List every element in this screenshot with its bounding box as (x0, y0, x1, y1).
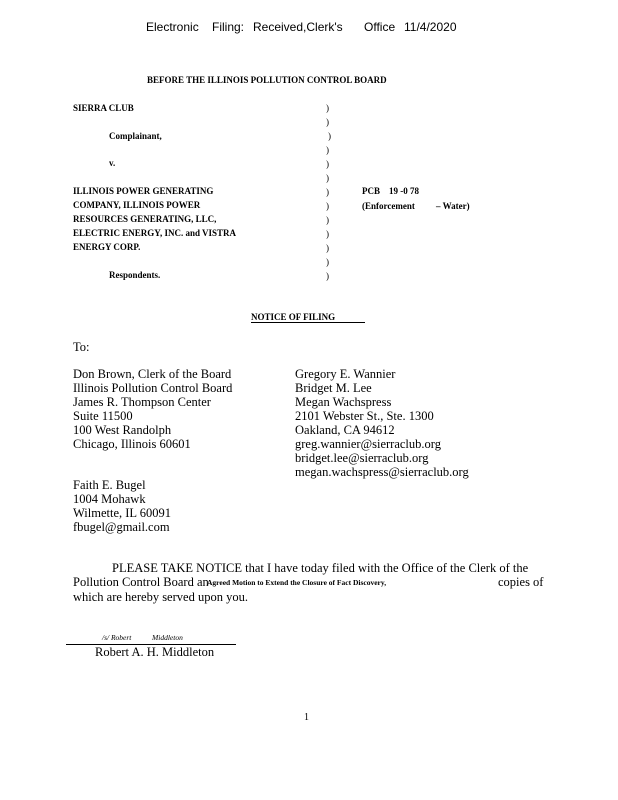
signer-name: Robert A. H. Middleton (95, 645, 215, 659)
recipient-line: Oakland, CA 94612 (295, 423, 395, 437)
caption-paren: ) (326, 117, 329, 127)
filing-header-office: Office (364, 20, 396, 34)
respondent-line-2: COMPANY, ILLINOIS POWER (73, 200, 201, 210)
recipient-line: 100 West Randolph (73, 423, 172, 437)
recipient-clerk (73, 367, 232, 451)
caption-paren: ) (326, 173, 329, 183)
filing-header-filing: Filing: (212, 20, 245, 34)
recipient-email[interactable]: megan.wachspress@sierraclub.org (295, 465, 469, 479)
recipient-line: Don Brown, Clerk of the Board (73, 367, 232, 381)
electronic-signature: /s/ Robert (102, 633, 132, 642)
notice-body-line2-start: Pollution Control Board an (73, 575, 209, 589)
motion-title: Agreed Motion to Extend the Closure of Fact Discovery, (207, 578, 387, 587)
court-title: BEFORE THE ILLINOIS POLLUTION CONTROL BOARD (147, 75, 387, 85)
notice-body-line3: which are hereby served upon you. (73, 590, 248, 604)
caption-paren: ) (326, 271, 329, 281)
case-type-enforcement: (Enforcement (362, 201, 415, 211)
caption-paren: ) (326, 201, 329, 211)
recipient-line: Illinois Pollution Control Board (73, 381, 233, 395)
recipient-line: James R. Thompson Center (73, 395, 211, 409)
complainant-name: SIERRA CLUB (73, 103, 134, 113)
caption-paren: ) (326, 215, 329, 225)
respondent-line-5: ENERGY CORP. (73, 242, 141, 252)
recipient-line: Megan Wachspress (295, 395, 392, 409)
caption-paren: ) (326, 187, 329, 197)
respondent-line-1: ILLINOIS POWER GENERATING (73, 186, 214, 196)
recipient-bugel (73, 478, 171, 534)
notice-title: NOTICE OF FILING (251, 312, 336, 322)
respondent-line-4: ELECTRIC ENERGY, INC. and VISTRA (73, 228, 237, 238)
caption-paren: ) (326, 103, 329, 113)
recipient-email[interactable]: fbugel@gmail.com (73, 520, 170, 534)
filing-header-date: 11/4/2020 (404, 20, 457, 34)
recipient-email[interactable]: bridget.lee@sierraclub.org (295, 451, 429, 465)
recipient-line: Faith E. Bugel (73, 478, 146, 492)
recipient-line: Chicago, Illinois 60601 (73, 437, 191, 451)
caption-paren: ) (326, 159, 329, 169)
notice-title-underline (251, 322, 365, 323)
recipient-line: Gregory E. Wannier (295, 367, 396, 381)
caption-paren: ) (326, 229, 329, 239)
to-label: To: (73, 340, 90, 354)
notice-body-line2-end: copies of (498, 575, 544, 589)
versus: v. (109, 158, 116, 168)
recipient-sierra-club (295, 367, 469, 479)
electronic-signature-surname: Middleton (152, 633, 183, 642)
page-number: 1 (304, 712, 309, 723)
respondent-role: Respondents. (109, 270, 161, 280)
recipient-line: Suite 11500 (73, 409, 133, 423)
recipient-line: Bridget M. Lee (295, 381, 372, 395)
recipient-email[interactable]: greg.wannier@sierraclub.org (295, 437, 441, 451)
case-type-water: – Water) (436, 201, 470, 211)
caption-paren: ) (326, 145, 329, 155)
caption-paren: ) (326, 243, 329, 253)
recipient-line: Wilmette, IL 60091 (73, 506, 171, 520)
recipient-line: 1004 Mohawk (73, 492, 146, 506)
respondent-line-3: RESOURCES GENERATING, LLC, (73, 214, 217, 224)
case-label: PCB (362, 186, 380, 196)
caption-paren: ) (326, 257, 329, 267)
complainant-role: Complainant, (109, 131, 162, 141)
filing-header-received: Received,Clerk's (253, 20, 343, 34)
caption-paren: ) (328, 131, 331, 141)
filing-header-electronic: Electronic (146, 20, 199, 34)
notice-body-line1: PLEASE TAKE NOTICE that I have today filed with the Office of the Clerk of the (112, 561, 529, 575)
recipient-line: 2101 Webster St., Ste. 1300 (295, 409, 434, 423)
case-number: 19 -0 78 (389, 186, 419, 196)
